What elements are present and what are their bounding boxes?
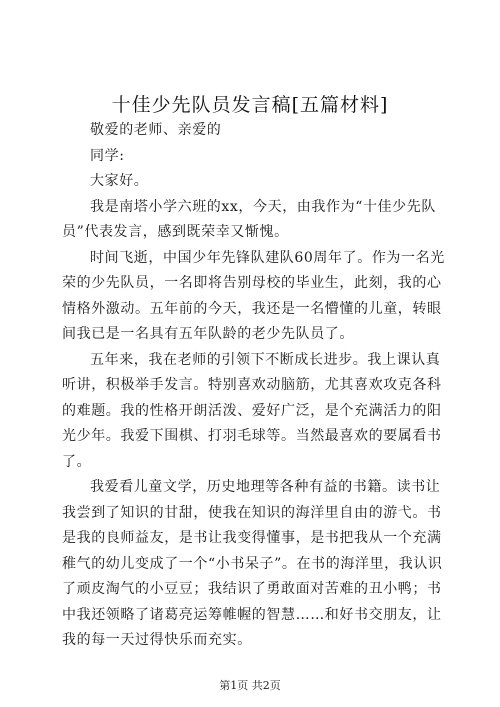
document-title: 十佳少先队员发言稿[五篇材料]	[111, 94, 389, 116]
paragraph-2: 时间飞逝，中国少年先锋队建队60周年了。作为一名光荣的少先队员，一名即将告别母校的毕业生，此刻，我的心情格外激动。五年前的今天，我还是一名懵懂的儿童，转眼间我已是一名具有五年队龄的老少先队员了。	[62, 249, 445, 342]
document-body	[62, 118, 452, 654]
page-footer: 第1页 共2页	[219, 679, 281, 692]
salutation-line-2: 同学:	[90, 147, 125, 164]
paragraph-3: 五年来，我在老师的引领下不断成长进步。我上课认真听讲，积极举手发言。特别喜欢动脑筋，尤其喜欢攻克各科的难题。我的性格开朗活泼、爱好广泛，是个充满活力的阳光少年。我爱下围棋、打羽毛球等。当然最喜欢的要属看书了。	[62, 351, 442, 470]
salutation-line-1: 敬爱的老师、亲爱的	[90, 122, 222, 138]
greeting: 大家好。	[90, 173, 149, 189]
paragraph-1: 我是南塔小学六班的xx，今天，由我作为“十佳少先队员”代表发言，感到既荣幸又惭愧。	[62, 198, 436, 240]
paragraph-4: 我爱看儿童文学，历史地理等各种有益的书籍。读书让我尝到了知识的甘甜，使我在知识的海洋里自由的游弋。书是我的良师益友，是书让我变得懂事，是书把我从一个充满稚气的幼儿变成了一个“小书呆子”。在书的海洋里，我认识了顽皮淘气的小豆豆；我结识了勇敢面对苦难的丑小鸭；书中我还领略了诸葛亮运筹帷幄的智慧……和好书交朋友，让我的每一天过得快乐而充实。	[62, 479, 443, 648]
